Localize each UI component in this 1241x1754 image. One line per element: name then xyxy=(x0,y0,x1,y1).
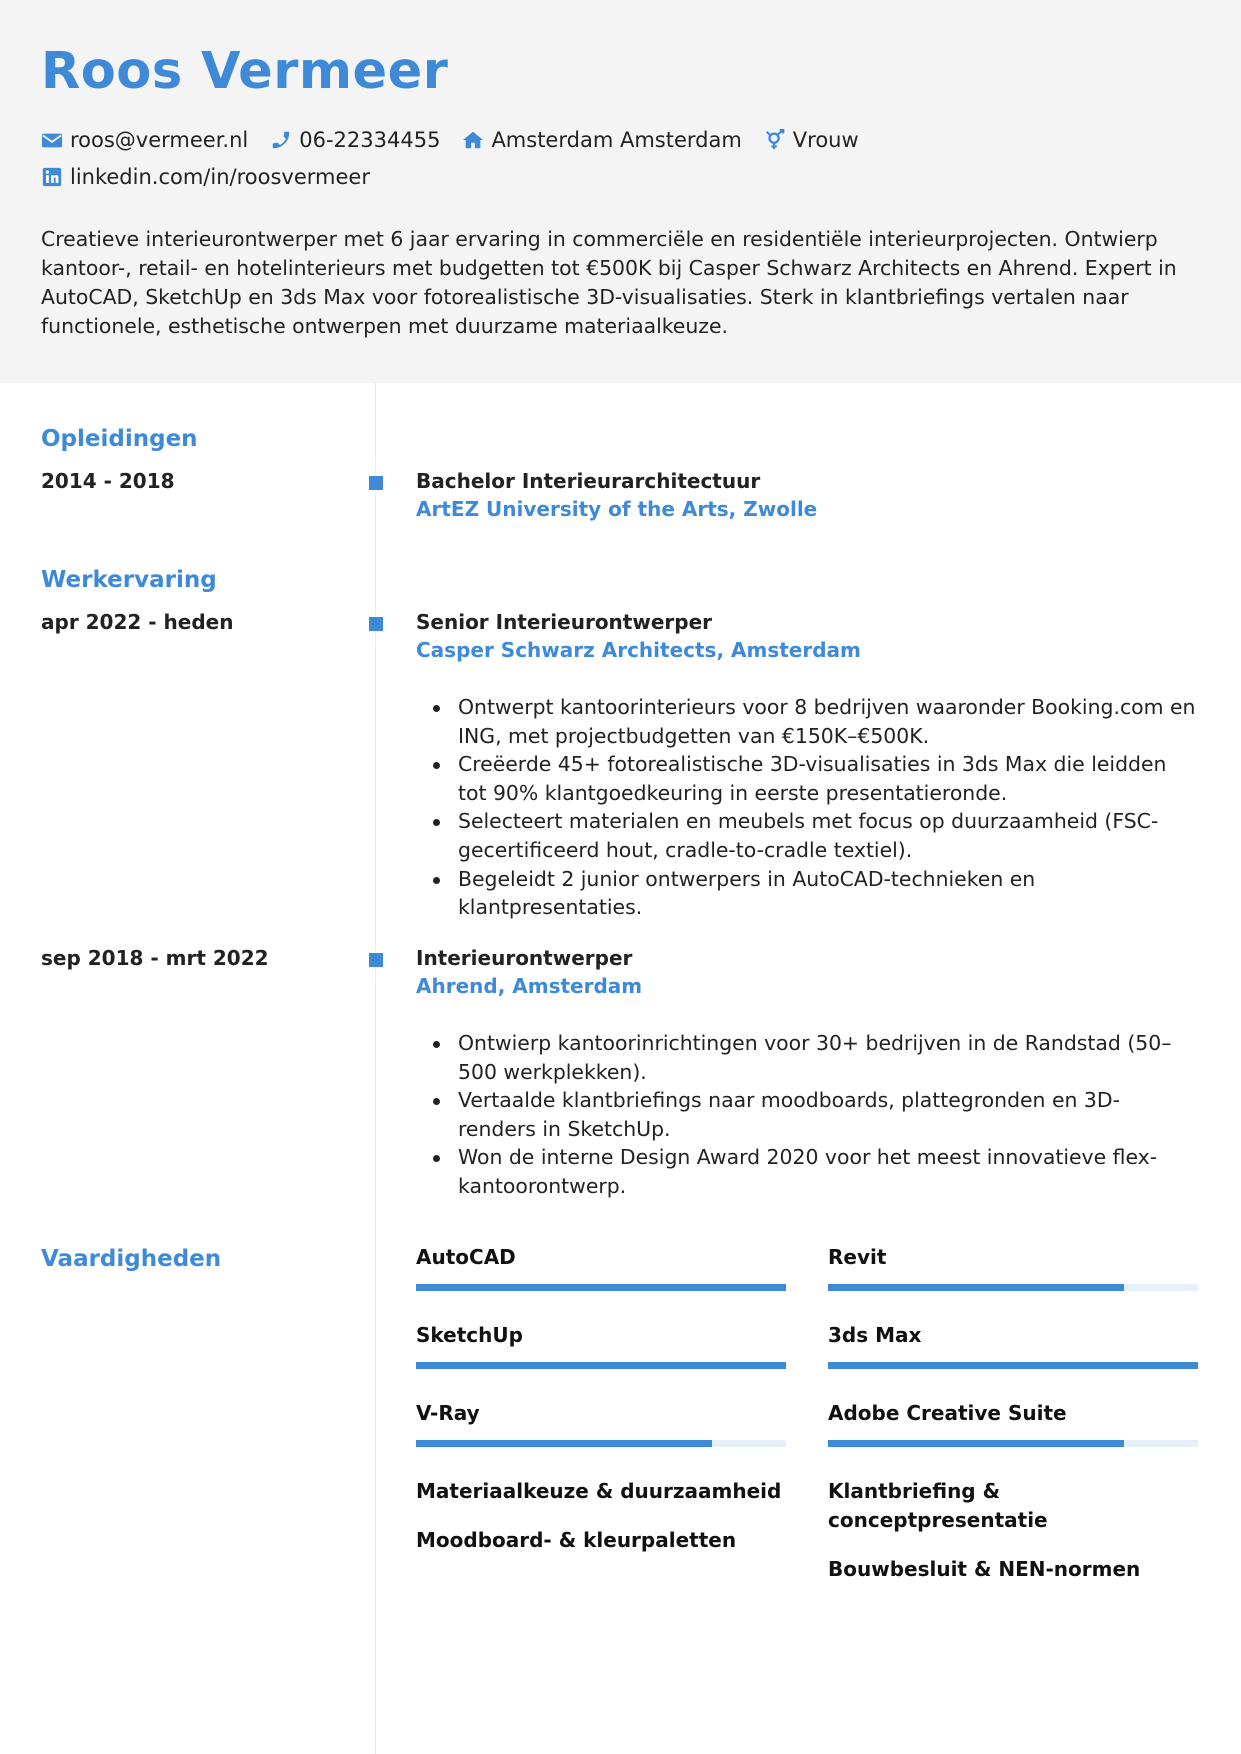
job-bullets xyxy=(416,693,1196,922)
education-degree: Bachelor Interieurarchitectuur xyxy=(416,469,761,493)
timeline-marker xyxy=(369,953,383,967)
list-item: Won de interne Design Award 2020 voor het meest innovatieve flex-kantoorontwerp. xyxy=(416,1143,1196,1200)
phone-icon xyxy=(270,129,292,151)
skill-bar xyxy=(416,1440,786,1447)
skill-bar-fill xyxy=(828,1440,1124,1447)
skill-name: Bouwbesluit & NEN-normen xyxy=(828,1557,1141,1581)
contact-phone[interactable] xyxy=(270,128,440,152)
skill-bar xyxy=(828,1440,1198,1447)
list-item: Creëerde 45+ fotorealistische 3D-visualisaties in 3ds Max die leidden tot 90% klantgoedkeuring in eerste presentatieronde. xyxy=(416,750,1196,807)
job-bullets xyxy=(416,1029,1196,1201)
skill-name: V-Ray xyxy=(416,1401,480,1425)
contact-location xyxy=(462,128,741,152)
skill-bar-fill xyxy=(416,1440,712,1447)
skills-title: Vaardigheden xyxy=(41,1246,222,1272)
skill-bar-fill xyxy=(828,1284,1124,1291)
skill-name: Klantbriefing & conceptpresentatie xyxy=(828,1479,1048,1532)
header xyxy=(0,0,1241,383)
location-text: Amsterdam Amsterdam xyxy=(491,128,742,152)
list-item: Ontwerpt kantoorinterieurs voor 8 bedrijven waaronder Booking.com en ING, met projectbudgetten van €150K–€500K. xyxy=(416,693,1196,750)
skill-bar xyxy=(416,1362,786,1369)
profile-summary: Creatieve interieurontwerper met 6 jaar ervaring in commerciële en residentiële interieurprojecten. Ontwierp kantoor-, retail- en hotelinterieurs met budgetten tot €500K bij Casper Schwarz Architects en Ahrend. Expert in AutoCAD, SketchUp en 3ds Max voor fotorealistische 3D-visualisaties. Sterk in klantbriefings vertalen naar functionele, esthetische ontwerpen met duurzame materiaalkeuze. xyxy=(41,227,1177,338)
skill-name: SketchUp xyxy=(416,1323,523,1347)
skill-name: Moodboard- & kleurpaletten xyxy=(416,1528,737,1552)
skill-name: 3ds Max xyxy=(828,1323,922,1347)
list-item: Ontwierp kantoorinrichtingen voor 30+ bedrijven in de Randstad (50–500 werkplekken). xyxy=(416,1029,1196,1086)
contact-row xyxy=(41,128,881,152)
job-company: Ahrend, Amsterdam xyxy=(416,974,643,998)
skill-bar-fill xyxy=(828,1362,1198,1369)
job-role: Senior Interieurontwerper xyxy=(416,610,713,634)
contact-row-2 xyxy=(41,165,392,189)
contact-gender xyxy=(764,128,859,152)
timeline-marker xyxy=(369,617,383,631)
timeline-marker xyxy=(369,476,383,490)
contact-email[interactable] xyxy=(41,128,248,152)
timeline-divider xyxy=(375,383,376,1754)
education-school: ArtEZ University of the Arts, Zwolle xyxy=(416,497,818,521)
skill-bar-fill xyxy=(416,1362,786,1369)
skill-name: AutoCAD xyxy=(416,1245,516,1269)
envelope-icon xyxy=(41,129,63,151)
contact-linkedin[interactable] xyxy=(41,165,370,189)
education-period: 2014 - 2018 xyxy=(41,469,175,493)
job-role: Interieurontwerper xyxy=(416,946,633,970)
linkedin-text: linkedin.com/in/roosvermeer xyxy=(70,165,370,189)
gender-icon xyxy=(764,129,786,151)
list-item: Vertaalde klantbriefings naar moodboards, plattegronden en 3D-renders in SketchUp. xyxy=(416,1086,1196,1143)
skill-bar xyxy=(828,1284,1198,1291)
skill-bar xyxy=(828,1362,1198,1369)
skill-bar xyxy=(416,1284,786,1291)
job-company: Casper Schwarz Architects, Amsterdam xyxy=(416,638,861,662)
list-item: Begeleidt 2 junior ontwerpers in AutoCAD-technieken en klantpresentaties. xyxy=(416,865,1196,922)
skill-name: Materiaalkeuze & duurzaamheid xyxy=(416,1479,782,1503)
linkedin-icon xyxy=(41,166,63,188)
education-title: Opleidingen xyxy=(41,426,198,452)
list-item: Selecteert materialen en meubels met focus op duurzaamheid (FSC-gecertificeerd hout, cradle-to-cradle textiel). xyxy=(416,807,1196,864)
home-icon xyxy=(462,129,484,151)
candidate-name: Roos Vermeer xyxy=(41,42,449,101)
job-period: sep 2018 - mrt 2022 xyxy=(41,946,269,970)
skill-name: Revit xyxy=(828,1245,887,1269)
experience-title: Werkervaring xyxy=(41,567,217,593)
job-period: apr 2022 - heden xyxy=(41,610,234,634)
skill-bar-fill xyxy=(416,1284,786,1291)
skill-name: Adobe Creative Suite xyxy=(828,1401,1067,1425)
gender-text: Vrouw xyxy=(792,128,859,152)
phone-text: 06-22334455 xyxy=(299,128,441,152)
email-text: roos@vermeer.nl xyxy=(70,128,249,152)
